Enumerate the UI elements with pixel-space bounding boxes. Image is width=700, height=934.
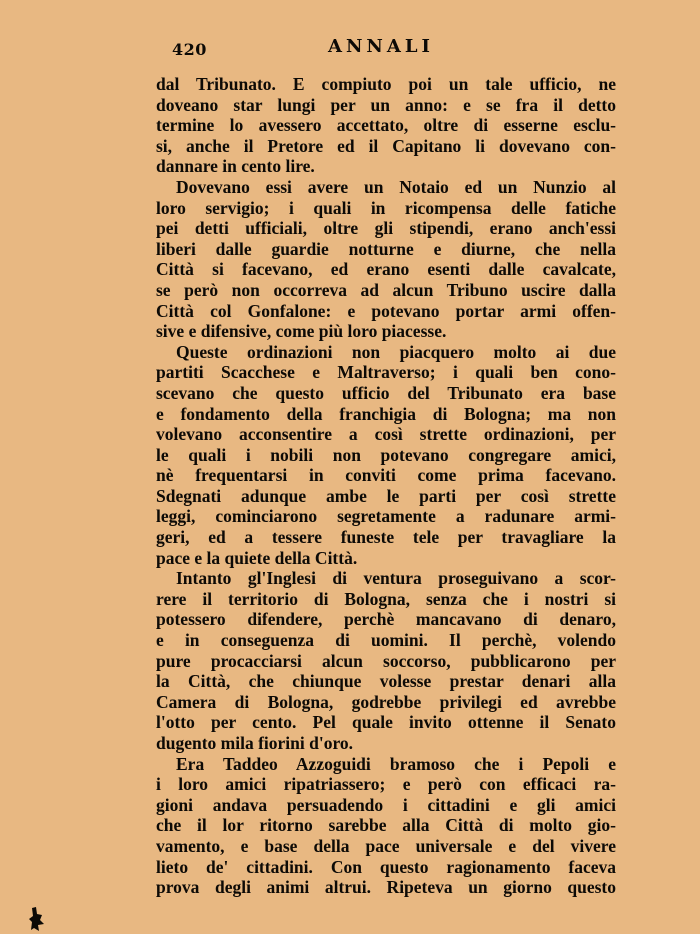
body-text — [156, 74, 616, 898]
text-line: si, anche il Pretore ed il Capitano li dovevano con- — [156, 135, 616, 156]
text-line: Queste ordinazioni non piacquero molto ai due — [176, 341, 616, 362]
text-line: e fondamento della franchigia di Bologna; ma non — [156, 403, 616, 424]
text-line: loro servigio; i quali in ricompensa delle fatiche — [156, 197, 616, 218]
text-line: vamento, e base della pace universale e del vivere — [156, 835, 616, 856]
text-line: che il lor ritorno sarebbe alla Città di molto gio- — [156, 815, 616, 836]
text-line: Città si facevano, ed erano esenti dalle cavalcate, — [156, 259, 616, 280]
paragraph — [156, 342, 616, 569]
text-line: Era Taddeo Azzoguidi bramoso che i Pepoli e — [176, 753, 616, 774]
text-line: Dovevano essi avere un Notaio ed un Nunzio al — [176, 176, 616, 197]
text-line: se però non occorreva ad alcun Tribuno uscire dalla — [156, 279, 616, 300]
text-line: dannare in cento lire. — [156, 156, 315, 177]
running-head — [168, 36, 620, 60]
text-line: doveano star lungi per un anno: e se fra il detto — [156, 94, 616, 115]
text-line: scevano che questo ufficio del Tribunato era base — [156, 382, 616, 403]
text-line: volevano acconsentire a così strette ordinazioni, per — [156, 424, 616, 445]
paragraph — [156, 74, 616, 177]
text-line: gioni andava persuadendo i cittadini e gli amici — [156, 794, 616, 815]
text-line: la Città, che chiunque volesse prestar denari alla — [156, 671, 616, 692]
text-line: e in conseguenza di uomini. Il perchè, volendo — [156, 630, 616, 651]
text-line: lieto de' cittadini. Con questo ragionamento faceva — [156, 856, 616, 877]
page-number: 420 — [172, 40, 207, 59]
text-line: Intanto gl'Inglesi di ventura proseguivano a scor- — [176, 568, 616, 589]
text-line: dugento mila fiorini d'oro. — [156, 733, 354, 753]
text-line: nè frequentarsi in conviti come prima facevano. — [156, 465, 616, 486]
text-line: leggi, cominciarono segretamente a radunare armi- — [156, 506, 616, 527]
text-line: pei detti ufficiali, oltre gli stipendi, erano anch'essi — [156, 218, 616, 239]
text-line: prova degli animi altrui. Ripeteva un giorno questo — [156, 877, 616, 898]
text-line: Sdegnati adunque ambe le parti per così strette — [156, 485, 616, 506]
ink-blot-icon — [28, 906, 46, 932]
text-line: pure procacciarsi alcun soccorso, pubblicarono per — [156, 650, 616, 671]
text-line: rere il territorio di Bologna, senza che i nostri si — [156, 588, 616, 609]
text-line: sive e difensive, come più loro piacesse. — [156, 321, 447, 342]
paragraph — [156, 568, 616, 753]
text-line: partiti Scacchese e Maltraverso; i quali ben cono- — [156, 362, 616, 383]
text-line: pace e la quiete della Città. — [156, 547, 358, 568]
text-line: potessero difendere, perchè mancavano di denaro, — [156, 609, 616, 630]
text-line: geri, ed a tessere funeste tele per travagliare la — [156, 527, 616, 548]
text-line: liberi dalle guardie notturne e diurne, che nella — [156, 238, 616, 259]
text-line: i loro amici ripatriassero; e però con efficaci ra- — [156, 774, 616, 795]
text-line: Città col Gonfalone: e potevano portar armi offen- — [156, 300, 616, 321]
paragraph — [156, 754, 616, 898]
text-line: le quali i nobili non potevano congregare amici, — [156, 444, 616, 465]
text-line: Camera di Bologna, godrebbe privilegi ed avrebbe — [156, 691, 616, 712]
running-title: ANNALI — [328, 36, 434, 57]
text-line: l'otto per cento. Pel quale invito ottenne il Senato — [156, 712, 616, 733]
text-line: termine lo avessero accettato, oltre di esserne esclu- — [156, 115, 616, 136]
text-line: dal Tribunato. E compiuto poi un tale ufficio, ne — [156, 74, 616, 94]
paragraph — [156, 177, 616, 342]
